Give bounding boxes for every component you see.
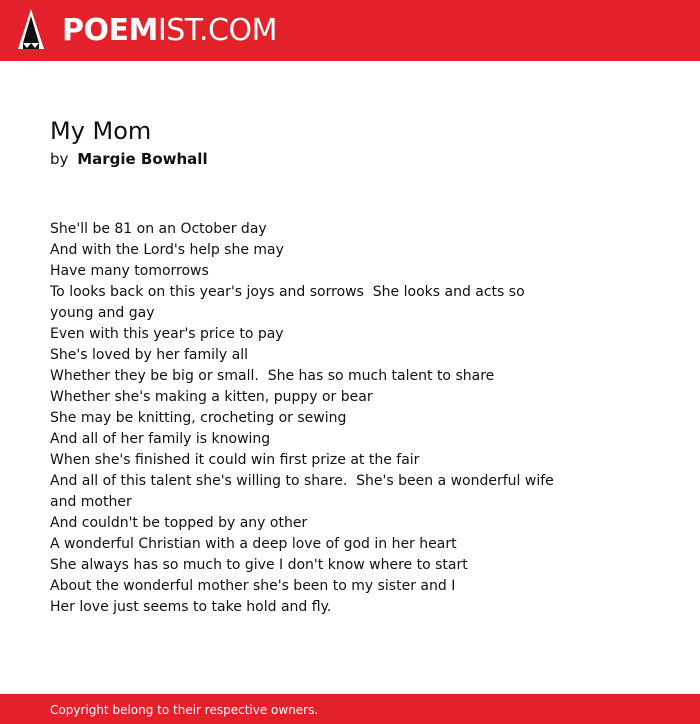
pencil-icon[interactable] <box>18 9 44 51</box>
logo-bold-text: POEM <box>62 13 158 48</box>
poem-line: And couldn't be topped by any other <box>50 515 308 531</box>
copyright-text: Copyright belong to their respective owners. <box>50 703 319 717</box>
site-footer <box>0 694 700 724</box>
by-label: by <box>50 150 69 168</box>
poem-line: Have many tomorrows <box>50 263 209 279</box>
poem-line: She'll be 81 on an October day <box>50 221 267 237</box>
poem-line: When she's finished it could win first prize at the fair <box>50 452 420 468</box>
site-logo[interactable] <box>62 11 277 51</box>
poem-line: A wonderful Christian with a deep love of god in her heart <box>50 536 457 552</box>
poem-line: Whether they be big or small. She has so much talent to share <box>50 368 495 384</box>
byline <box>50 148 208 170</box>
poem-line: Even with this year's price to pay <box>50 326 284 342</box>
poem-line: Whether she's making a kitten, puppy or bear <box>50 389 373 405</box>
poem-line: She may be knitting, crocheting or sewing <box>50 410 347 426</box>
poem-line: And all of her family is knowing <box>50 431 271 447</box>
poem-body <box>50 219 570 618</box>
poem-line: And all of this talent she's willing to share. She's been a wonderful wife and mother <box>50 473 559 510</box>
poem-line: She always has so much to give I don't know where to start <box>50 557 468 573</box>
site-header <box>0 0 700 61</box>
logo-light-text: IST.COM <box>157 13 277 48</box>
poem-line: Her love just seems to take hold and fly. <box>50 599 332 615</box>
poem-line: And with the Lord's help she may <box>50 242 284 258</box>
poem-line: She's loved by her family all <box>50 347 248 363</box>
poem-title: My Mom <box>50 117 152 145</box>
poem-line: To looks back on this year's joys and sorrows She looks and acts so young and gay <box>50 284 530 321</box>
author-name: Margie Bowhall <box>77 150 208 168</box>
poem-line: About the wonderful mother she's been to my sister and I <box>50 578 456 594</box>
